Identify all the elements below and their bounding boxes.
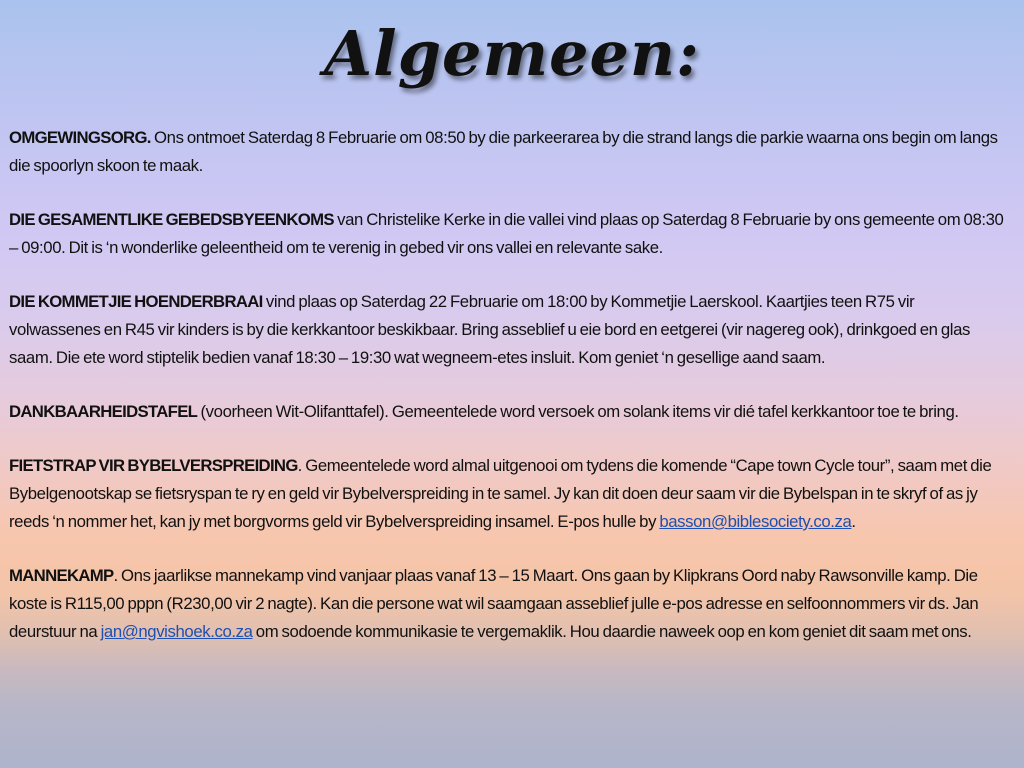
- email-link-ngvishoek[interactable]: jan@ngvishoek.co.za: [100, 622, 253, 641]
- paragraph-text-end: .: [851, 512, 856, 531]
- paragraph-fietstrap: [9, 452, 1004, 536]
- paragraph-heading: FIETSTRAP VIR BYBELVERSPREIDING: [9, 456, 298, 475]
- paragraph-gebedsbyeenkoms: [9, 206, 1004, 262]
- slide-title: Algemeen:: [324, 17, 700, 90]
- paragraph-text: (voorheen Wit-Olifanttafel). Gemeentelede word versoek om solank items vir dié tafel kerkkantoor toe te bring.: [197, 402, 959, 421]
- paragraph-heading: DIE GESAMENTLIKE GEBEDSBYEENKOMS: [9, 210, 334, 229]
- paragraph-text: van Christelike Kerke in die vallei vind plaas op Saterdag 8 Februarie by ons gemeente om 08:30 – 09:00. Dit is ‘n wonderlike geleentheid om te verenig in gebed vir ons vallei en relevante sake.: [9, 210, 1004, 257]
- paragraph-hoenderbraai: [9, 288, 1004, 372]
- slide-content: [9, 124, 1009, 672]
- paragraph-text-end: om sodoende kommunikasie te vergemaklik. Hou daardie naweek oop en kom geniet dit saam met ons.: [252, 622, 972, 641]
- paragraph-omgewingsorg: [9, 124, 1004, 180]
- email-link-biblesociety[interactable]: basson@biblesociety.co.za: [659, 512, 852, 531]
- paragraph-text: Ons ontmoet Saterdag 8 Februarie om 08:50 by die parkeerarea by die strand langs die parkie waarna ons begin om langs die spoorlyn skoon te maak.: [9, 128, 998, 175]
- paragraph-mannekamp: [9, 562, 1004, 646]
- paragraph-text: . Gemeentelede word almal uitgenooi om tydens die komende “Cape town Cycle tour”, saam met die Bybelgenootskap se fietsryspan te ry en geld vir Bybelverspreiding in te samel. Jy kan dit doen deur saam vir die Bybelspan in te skryf of as jy reeds ‘n nommer het, kan jy met borgvorms geld vir Bybelverspreiding insamel. E-pos hulle by: [9, 456, 992, 531]
- paragraph-heading: DIE KOMMETJIE HOENDERBRAAI: [9, 292, 263, 311]
- paragraph-text: vind plaas op Saterdag 22 Februarie om 18:00 by Kommetjie Laerskool. Kaartjies teen R75 vir volwassenes en R45 vir kinders is by die kerkkantoor beskikbaar. Bring asseblief u eie bord en eetgerei (vir nagereg ook), drinkgoed en glas saam. Die ete word stiptelik bedien vanaf 18:30 – 19:30 wat wegneem-etes insluit. Kom geniet ‘n gesellige aand saam.: [9, 292, 971, 367]
- paragraph-dankbaarheidstafel: [9, 398, 1004, 426]
- paragraph-text: . Ons jaarlikse mannekamp vind vanjaar plaas vanaf 13 – 15 Maart. Ons gaan by Klipkrans Oord naby Rawsonville kamp. Die koste is R115,00 pppn (R230,00 vir 2 nagte). Kan die persone wat wil saamgaan asseblief julle e-pos adresse en selfoonnommers vir ds. Jan deurstuur na: [9, 566, 979, 641]
- paragraph-heading: MANNEKAMP: [9, 566, 114, 585]
- paragraph-heading: DANKBAARHEIDSTAFEL: [9, 402, 198, 421]
- paragraph-heading: OMGEWINGSORG.: [9, 128, 151, 147]
